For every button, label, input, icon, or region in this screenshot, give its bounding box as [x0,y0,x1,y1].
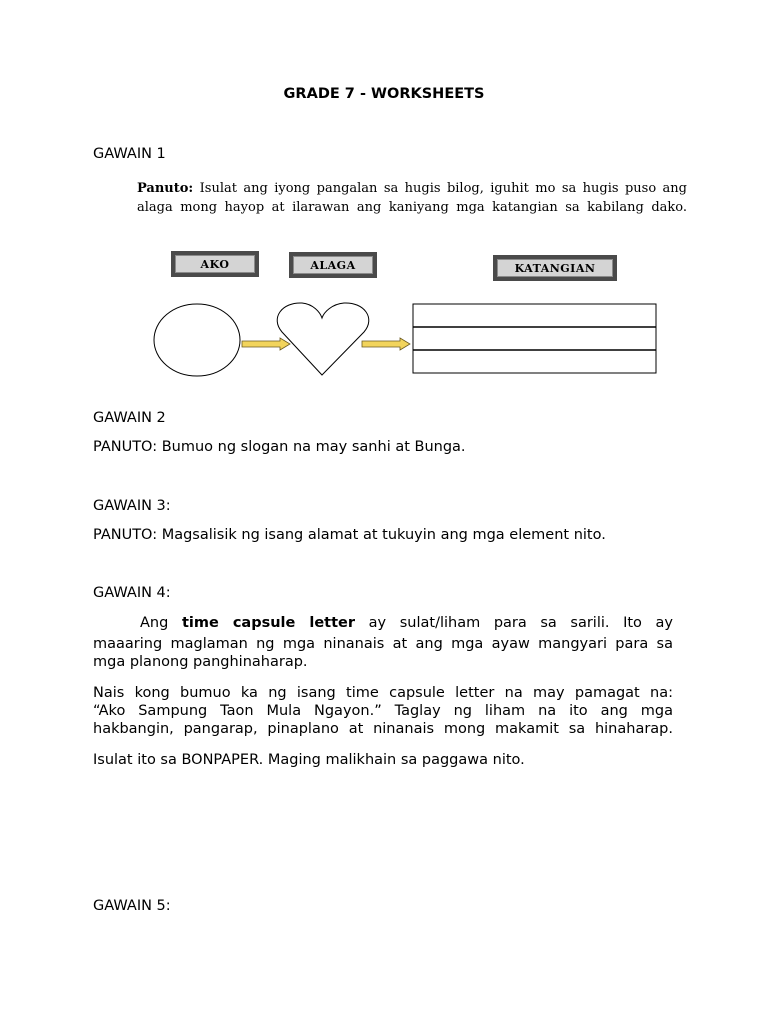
gawain3-instruction: PANUTO: Magsalisik ng isang alamat at tukuyin ang mga element nito. [93,527,606,543]
panuto-label: Panuto: [137,181,194,196]
gawain4-paragraph2-line2: “Ako Sampung Taon Mula Ngayon.” Taglay ng liham na ito ang mga [93,703,673,719]
gawain4-paragraph1-line3: mga planong panghinaharap. [93,654,308,670]
gawain4-paragraph2-line1: Nais kong bumuo ka ng isang time capsule letter na may pamagat na: [93,685,673,701]
gawain2-instruction: PANUTO: Bumuo ng slogan na may sanhi at Bunga. [93,439,466,455]
word-ang: Ang [140,615,169,631]
arrow-icon [242,338,290,350]
gawain1-instruction-line2: alaga mong hayop at ilarawan ang kaniyang mga katangian sa kabilang dako. [137,200,687,215]
heart-shape[interactable] [277,303,369,375]
time-capsule-letter-bold: time capsule letter [181,615,356,631]
gawain4-paragraph1-line2: maaaring maglaman ng mga ninanais at ang mga ayaw mangyari para sa [93,636,673,652]
gawain4-paragraph2-line3: hakbangin, pangarap, pinaplano at ninanais mong makamit sa hinaharap. [93,721,673,737]
panuto-text-line1: Isulat ang iyong pangalan sa hugis bilog, iguhit mo sa hugis puso ang [199,181,687,196]
page-title: GRADE 7 - WORKSHEETS [283,86,485,102]
gawain4-paragraph1-line1 [140,614,673,632]
gawain3-heading: GAWAIN 3: [93,498,171,514]
paragraph1-rest: ay sulat/liham para sa sarili. Ito ay [368,615,673,631]
gawain1-heading: GAWAIN 1 [93,146,166,162]
katangian-label: KATANGIAN [497,259,613,277]
katangian-lines-box[interactable] [413,304,656,373]
arrow-icon [362,338,410,350]
gawain2-heading: GAWAIN 2 [93,410,166,426]
gawain4-heading: GAWAIN 4: [93,585,171,601]
alaga-label: ALAGA [293,256,373,274]
gawain5-heading: GAWAIN 5: [93,898,171,914]
circle-shape[interactable] [154,304,240,376]
gawain4-paragraph3: Isulat ito sa BONPAPER. Maging malikhain sa paggawa nito. [93,752,525,768]
ako-label: AKO [175,255,255,273]
